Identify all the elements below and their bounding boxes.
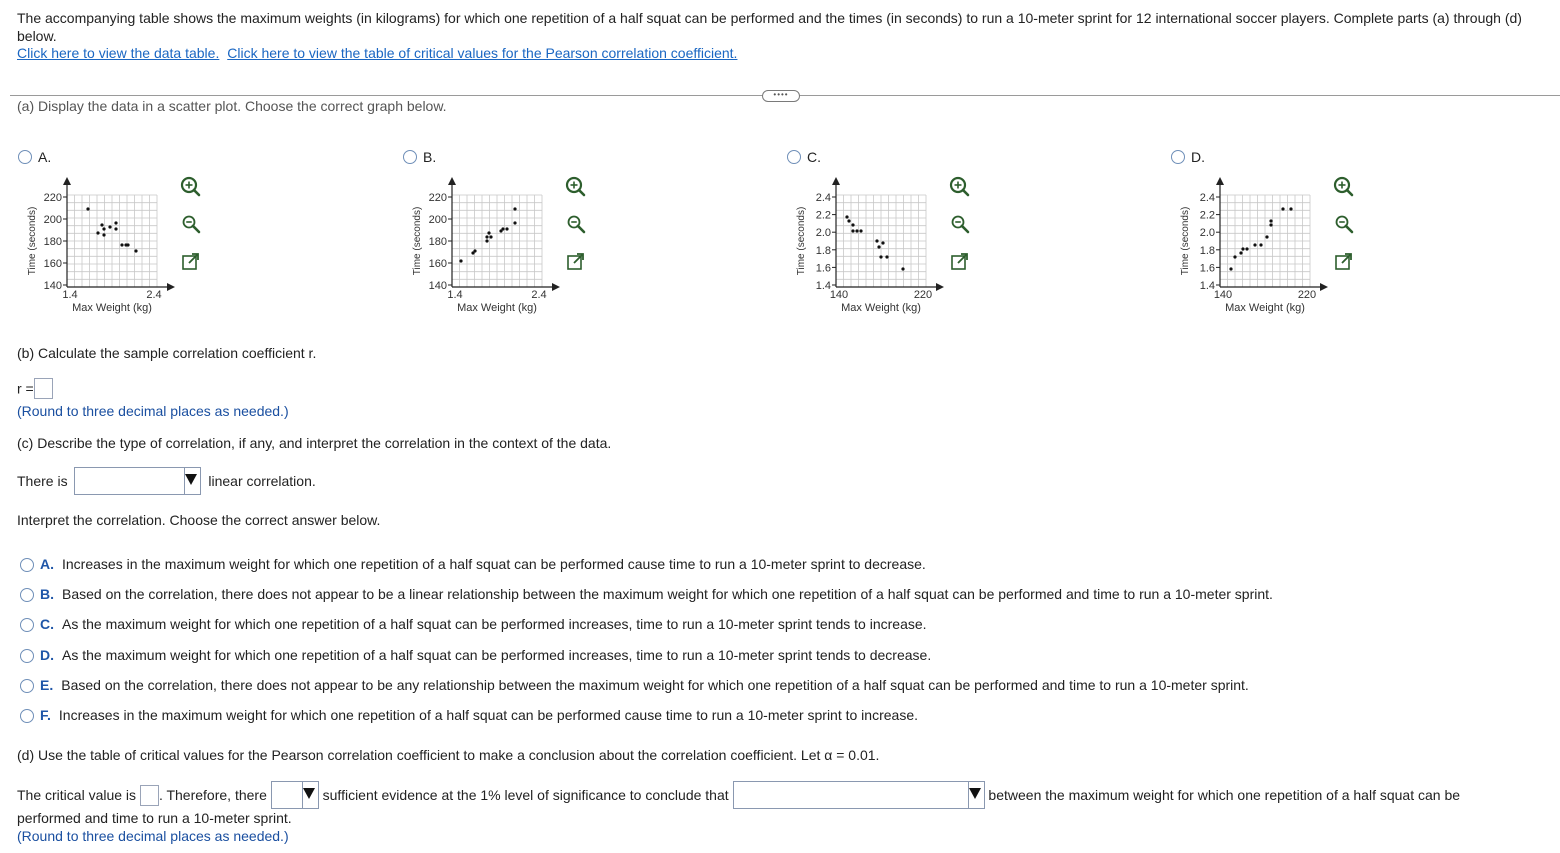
interpret-prompt: Interpret the correlation. Choose the correct answer below. [17, 512, 381, 528]
therefore-label: . Therefore, there [158, 787, 267, 803]
x-tick-label: 1.4 [62, 289, 78, 301]
data-point [1253, 243, 1256, 246]
dropdown-arrow-icon [303, 788, 315, 799]
data-point [459, 259, 462, 262]
answer-text: Based on the correlation, there does not appear to be a linear relationship between the maximum weight for which one repetition of a half squat can be performed and time to run a 10-meter sprint. [62, 586, 1273, 602]
open-new-window-icon[interactable] [180, 251, 202, 273]
graph-option-a[interactable] [18, 148, 218, 323]
open-new-window-icon[interactable] [949, 251, 971, 273]
option-letter: C. [807, 149, 821, 166]
data-point [114, 221, 117, 224]
data-table-link[interactable]: Click here to view the data table. [17, 45, 220, 61]
data-point [120, 243, 123, 246]
option-letter: A. [38, 149, 52, 166]
radio-button[interactable] [18, 150, 32, 164]
part-c-prompt: (c) Describe the type of correlation, if any, and interpret the correlation in the context of the data. [17, 435, 612, 451]
data-point [859, 229, 862, 232]
zoom-out-icon[interactable] [565, 213, 587, 235]
answer-text: Based on the correlation, there does not appear to be any relationship between the maximum weight for which one repetition of a half squat can be performed and time to run a 10-meter sprint. [61, 677, 1249, 693]
r-label: r = [17, 380, 34, 397]
data-point [877, 245, 880, 248]
x-axis-arrow-icon [936, 283, 944, 291]
critical-value-input[interactable] [140, 785, 159, 806]
y-axis-arrow-icon [832, 177, 840, 185]
y-tick-label: 200 [428, 214, 447, 226]
data-point [485, 239, 488, 242]
graph-option-c[interactable] [787, 148, 987, 323]
radio-button[interactable] [20, 558, 34, 572]
data-point [875, 239, 878, 242]
data-point [1233, 255, 1236, 258]
graph-option-b[interactable] [403, 148, 603, 323]
x-tick-label: 2.4 [146, 289, 162, 301]
x-tick-label: 220 [1297, 289, 1317, 301]
linear-correlation-label: linear correlation. [208, 473, 316, 489]
graph-option-label[interactable] [1171, 148, 1205, 165]
y-tick-label: 1.4 [815, 280, 831, 292]
radio-button[interactable] [20, 709, 34, 723]
data-point [1281, 207, 1284, 210]
graph-option-d[interactable] [1171, 148, 1371, 323]
data-point [851, 229, 854, 232]
radio-button[interactable] [403, 150, 417, 164]
data-point [879, 255, 882, 258]
x-tick-label: 140 [829, 289, 849, 301]
radio-button[interactable] [20, 649, 34, 663]
answer-letter: A. [40, 556, 54, 572]
data-point [126, 243, 129, 246]
y-tick-label: 140 [428, 280, 447, 292]
radio-button[interactable] [20, 679, 34, 693]
data-point [1259, 243, 1262, 246]
x-axis-label: Max Weight (kg) [72, 302, 152, 314]
y-axis-label: Time (seconds) [1180, 206, 1191, 276]
x-axis-label: Max Weight (kg) [841, 302, 921, 314]
y-axis-arrow-icon [63, 177, 71, 185]
open-new-window-icon[interactable] [565, 251, 587, 273]
y-tick-label: 220 [43, 192, 62, 204]
answer-text: Increases in the maximum weight for which one repetition of a half squat can be performed cause time to run a 10-meter sprint to decrease. [62, 556, 926, 572]
part-b-prompt: (b) Calculate the sample correlation coefficient r. [17, 345, 317, 361]
data-point [96, 231, 99, 234]
x-tick-label: 2.4 [531, 289, 547, 301]
zoom-out-icon[interactable] [180, 213, 202, 235]
data-point [901, 267, 904, 270]
y-tick-label: 2.2 [1199, 209, 1215, 222]
conclusion-dropdown[interactable] [733, 781, 985, 809]
data-point [505, 227, 508, 230]
radio-button[interactable] [1171, 150, 1185, 164]
zoom-out-icon[interactable] [1333, 213, 1355, 235]
radio-button[interactable] [20, 588, 34, 602]
x-axis-arrow-icon [1320, 283, 1328, 291]
data-point [1265, 235, 1268, 238]
y-tick-label: 180 [43, 236, 62, 248]
y-tick-label: 2.4 [1199, 192, 1215, 204]
answer-option-e[interactable] [20, 677, 1249, 693]
y-tick-label: 1.6 [1199, 262, 1215, 275]
y-tick-label: 200 [43, 214, 62, 226]
answer-option-f[interactable] [20, 707, 918, 723]
data-point [1289, 207, 1292, 210]
x-tick-label: 220 [913, 289, 933, 301]
zoom-in-icon[interactable] [1333, 176, 1355, 198]
option-letter: D. [1191, 149, 1205, 166]
sufficient-evidence-text: sufficient evidence at the 1% level of significance to conclude that [322, 787, 729, 803]
answer-letter: D. [40, 647, 54, 663]
there-is-label: There is [17, 473, 68, 489]
data-point [134, 249, 137, 252]
data-point [114, 227, 117, 230]
r-input[interactable] [34, 378, 53, 399]
y-axis-arrow-icon [448, 177, 456, 185]
zoom-in-icon[interactable] [565, 176, 587, 198]
answer-text: As the maximum weight for which one repetition of a half squat can be performed increases, time to run a 10-meter sprint tends to increase. [62, 616, 927, 632]
critical-values-link[interactable]: Click here to view the table of critical values for the Pearson correlation coefficient. [227, 45, 738, 61]
y-tick-label: 2.0 [815, 227, 831, 240]
data-point [86, 207, 89, 210]
x-axis-arrow-icon [552, 283, 560, 291]
x-axis-label: Max Weight (kg) [457, 302, 537, 314]
data-point [501, 227, 504, 230]
data-point [100, 223, 103, 226]
between-text: between the maximum weight for which one repetition of a half squat can be [988, 787, 1461, 803]
zoom-in-icon[interactable] [949, 176, 971, 198]
y-tick-label: 2.0 [1199, 227, 1215, 240]
y-axis-label: Time (seconds) [796, 206, 807, 276]
data-point [1241, 247, 1244, 250]
expand-more-button[interactable]: •••• [762, 90, 800, 102]
answer-letter: F. [40, 707, 51, 723]
critical-value-label: The critical value is [17, 787, 137, 803]
dropdown-arrow-icon [185, 474, 197, 485]
y-axis-label: Time (seconds) [412, 206, 423, 276]
y-axis-label: Time (seconds) [27, 206, 38, 276]
open-new-window-icon[interactable] [1333, 251, 1355, 273]
part-d-prompt: (d) Use the table of critical values for the Pearson correlation coefficient to make a conclusion about the correlation coefficient. Let α = 0.01. [17, 747, 880, 763]
part-b-round-note: (Round to three decimal places as needed.) [17, 403, 289, 419]
problem-intro: The accompanying table shows the maximum weights (in kilograms) for which one repetition of a half squat can be performed and the times (in seconds) to run a 10-meter sprint for 12 international soccer players. Complete parts (a) through (d) below. [17, 10, 1522, 44]
graph-option-label[interactable] [18, 148, 51, 165]
y-tick-label: 160 [43, 258, 62, 270]
y-tick-label: 1.8 [815, 244, 831, 257]
data-point [881, 241, 884, 244]
zoom-out-icon[interactable] [949, 213, 971, 235]
y-tick-label: 220 [428, 192, 447, 204]
graph-option-label[interactable] [403, 148, 436, 165]
data-point [885, 255, 888, 258]
answer-option-a[interactable] [20, 556, 926, 572]
link-row [17, 45, 737, 61]
y-tick-label: 2.2 [815, 209, 831, 222]
data-point [1245, 247, 1248, 250]
data-point [513, 207, 516, 210]
answer-letter: E. [40, 677, 54, 693]
y-axis-arrow-icon [1216, 177, 1224, 185]
data-point [489, 235, 492, 238]
correlation-type-row [17, 467, 316, 495]
answer-text: Increases in the maximum weight for which one repetition of a half squat can be performed cause time to run a 10-meter sprint to increase. [58, 707, 918, 723]
data-point [1269, 223, 1272, 226]
radio-button[interactable] [20, 618, 34, 632]
y-tick-label: 180 [428, 236, 447, 248]
data-point [102, 227, 105, 230]
data-point [851, 223, 854, 226]
critical-value-row [17, 781, 1460, 809]
answer-option-b[interactable] [20, 586, 1273, 602]
part-d-round-note: (Round to three decimal places as needed.) [17, 828, 289, 844]
data-point [485, 235, 488, 238]
answer-option-d[interactable] [20, 647, 931, 663]
dropdown-arrow-icon [969, 788, 981, 799]
x-axis-arrow-icon [167, 283, 175, 291]
part-a-prompt-cutoff: (a) Display the data in a scatter plot. Choose the correct graph below. [17, 98, 447, 114]
data-point [847, 219, 850, 222]
x-tick-label: 140 [1213, 289, 1233, 301]
data-point [513, 221, 516, 224]
y-tick-label: 140 [43, 280, 62, 292]
data-point [487, 231, 490, 234]
data-point [855, 229, 858, 232]
answer-letter: B. [40, 586, 54, 602]
x-axis-label: Max Weight (kg) [1225, 302, 1305, 314]
x-tick-label: 1.4 [447, 289, 463, 301]
y-tick-label: 1.4 [1199, 280, 1215, 292]
data-point [1269, 219, 1272, 222]
data-point [102, 233, 105, 236]
answer-option-c[interactable] [20, 616, 927, 632]
correlation-type-dropdown[interactable] [74, 467, 201, 495]
zoom-in-icon[interactable] [180, 176, 202, 198]
answer-letter: C. [40, 616, 54, 632]
data-point [108, 225, 111, 228]
graph-option-label[interactable] [787, 148, 821, 165]
radio-button[interactable] [787, 150, 801, 164]
evidence-dropdown[interactable] [271, 781, 319, 809]
part-d-line2: performed and time to run a 10-meter sprint. [17, 810, 292, 826]
y-tick-label: 160 [428, 258, 447, 270]
r-answer-row [17, 378, 53, 399]
y-tick-label: 1.6 [815, 262, 831, 275]
y-tick-label: 2.4 [815, 192, 831, 204]
data-point [845, 215, 848, 218]
data-point [1229, 267, 1232, 270]
data-point [473, 249, 476, 252]
data-point [1239, 251, 1242, 254]
y-tick-label: 1.8 [1199, 244, 1215, 257]
option-letter: B. [423, 149, 437, 166]
answer-text: As the maximum weight for which one repetition of a half squat can be performed increases, time to run a 10-meter sprint tends to decrease. [62, 647, 932, 663]
